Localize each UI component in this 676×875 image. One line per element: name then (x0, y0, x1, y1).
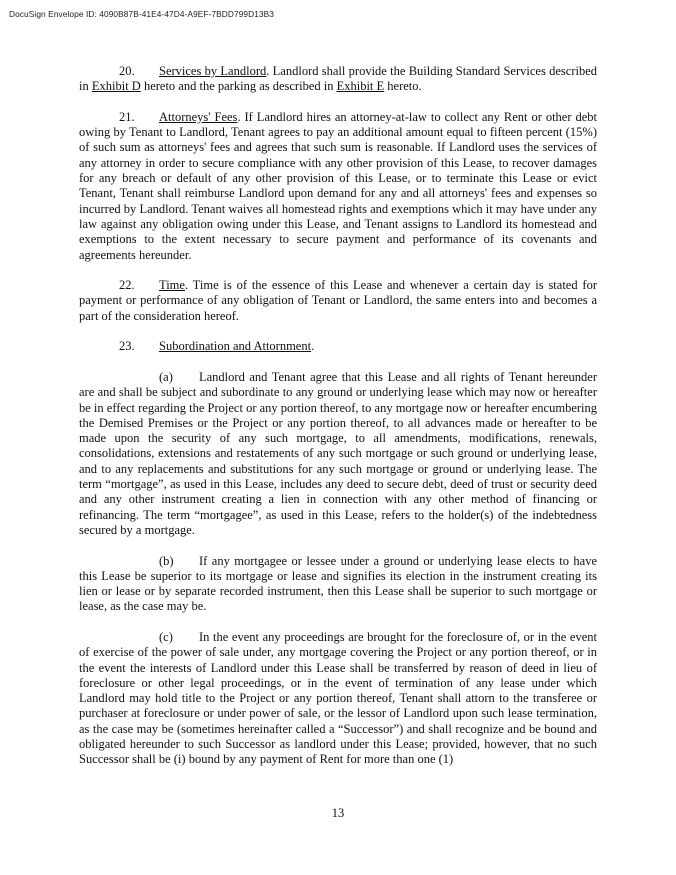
section-23-c (79, 630, 597, 768)
section-23-a (79, 370, 597, 538)
section-23-c-text: In the event any proceedings are brought for the foreclosure of, or in the event of exercise of the power of sale under, any mortgage covering the Project or any portion thereof, or in the event the interests of Landlord under this Lease shall be transferred by reason of deed in lieu of foreclosure or other legal proceedings, or in the event of termination of any lease under which Landlord may hold title to the Project or any portion thereof, Tenant shall attorn to the transferee or purchaser at foreclosure or under power of sale, or the lessor of Landlord upon such lease termination, as the case may be (sometimes hereinafter called a “Successor”) and shall recognize and be bound and obligated hereunder to such Successor as landlord under this Lease; provided, however, that no such Successor shall be (i) bound by any payment of Rent for more than one (1) (79, 629, 597, 767)
section-23-number: 23. (119, 339, 135, 354)
section-23-b-text: If any mortgagee or lessee under a ground or underlying lease elects to have this Lease be superior to its mortgage or lease and signifies its election in the instrument creating its lien or lease or by separate recorded instrument, then this Lease shall be superior to such mortgage or lease, as the case may be. (79, 553, 597, 614)
section-22-number: 22. (119, 278, 135, 293)
section-23-a-label: (a) (159, 369, 173, 384)
section-20-text-3: hereto. (384, 79, 422, 94)
section-23-c-label: (c) (159, 629, 173, 644)
section-20 (79, 64, 597, 95)
section-21-heading: Attorneys' Fees (159, 109, 238, 124)
exhibit-e-reference: Exhibit E (336, 79, 385, 94)
section-23 (79, 339, 597, 354)
section-23-b-label: (b) (159, 553, 174, 568)
envelope-id: DocuSign Envelope ID: 4090B87B-41E4-47D4-A9EF-7BDD799D13B3 (9, 9, 275, 19)
section-23-b (79, 554, 597, 615)
exhibit-d-reference: Exhibit D (91, 79, 141, 94)
section-20-text-1: . Landlord shall provide the Building Standard Services described in (79, 64, 597, 94)
section-22 (79, 278, 597, 324)
section-21-text: . If Landlord hires an attorney-at-law to collect any Rent or other debt owing by Tenant to Landlord, Tenant agrees to pay an additional amount equal to fifteen percent (15%) of such sum as attorneys' fees and agrees that such sum is reasonable. If Landlord uses the services of any attorney in order to secure compliance with any other provision of this Lease, to recover damages for any breach or default of any other provision of this Lease, or to terminate this Lease or evict Tenant, Tenant shall reimburse Landlord upon demand for any and all attorneys' fees and expenses so incurred by Landlord. Tenant waives all homestead rights and exemptions which it may have under any law against any obligation owing under this Lease, and Tenant assigns to Landlord its homestead and exemptions to the extent necessary to secure payment and performance of its covenants and agreements hereunder. (79, 109, 597, 262)
page-number: 13 (331, 806, 345, 820)
section-20-text-2: hereto and the parking as described in (140, 79, 337, 94)
section-21-number: 21. (119, 109, 135, 124)
section-23-heading: Subordination and Attornment (159, 339, 312, 354)
section-23-a-text: Landlord and Tenant agree that this Lease and all rights of Tenant hereunder are and shall be subject and subordinate to any ground or underlying lease which may now or hereafter be in effect regarding the Project or any portion thereof, to any mortgage now or hereafter encumbering the Demised Premises or the Project or any portion thereof, to all advances made or hereafter to be made upon the security of any such mortgage, to all amendments, modifications, renewals, consolidations, extensions and restatements of any such mortgage or such ground or underlying lease, and to any replacements and substitutions for any such mortgage or ground or underlying lease. The term “mortgage”, as used in this Lease, includes any deed to secure debt, deed of trust or security deed and any other instrument creating a lien in connection with any other method of financing or refinancing. The term “mortgagee”, as used in this Lease, refers to the holder(s) of the indebtedness secured by a mortgage. (79, 369, 597, 537)
document-body (79, 64, 597, 768)
section-22-heading: Time (159, 278, 185, 293)
section-23-heading-end: . (311, 339, 315, 354)
section-20-number: 20. (119, 64, 135, 78)
section-20-heading: Services by Landlord (159, 64, 267, 78)
section-22-text: . Time is of the essence of this Lease and whenever a certain day is stated for payment or performance of any obligation of Tenant or Landlord, the same enters into and becomes a part of the consideration hereof. (79, 278, 597, 323)
section-21 (79, 110, 597, 263)
